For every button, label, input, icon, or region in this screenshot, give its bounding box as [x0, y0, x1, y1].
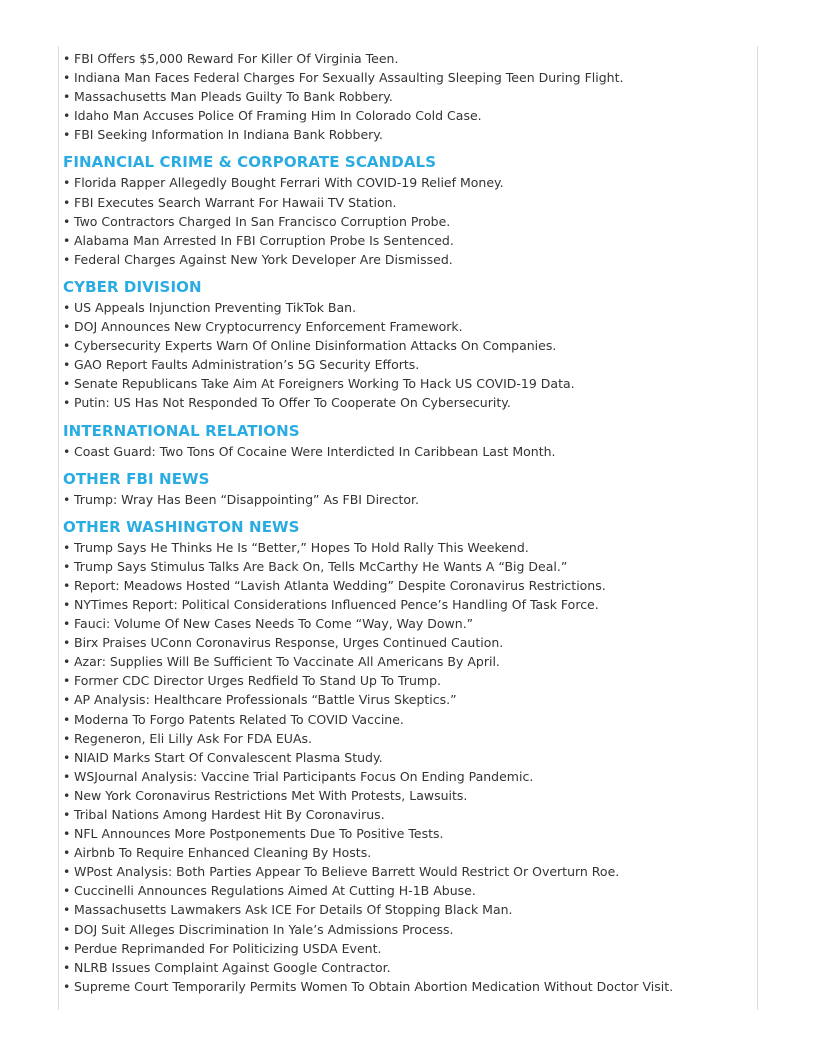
news-section [63, 518, 753, 996]
news-headline-link[interactable] [63, 576, 753, 595]
headline-text[interactable]: Azar: Supplies Will Be Sufficient To Vaccinate All Americans By April. [74, 654, 500, 670]
news-sections [63, 153, 753, 995]
bullet-icon: • [63, 692, 71, 708]
top-news-list [63, 49, 753, 144]
bullet-icon: • [63, 175, 71, 191]
bullet-icon: • [63, 70, 71, 86]
headline-text[interactable]: Massachusetts Lawmakers Ask ICE For Details Of Stopping Black Man. [74, 902, 513, 918]
headline-text[interactable]: NIAID Marks Start Of Convalescent Plasma Study. [74, 749, 383, 765]
section-heading: OTHER FBI NEWS [63, 469, 210, 488]
headline-text[interactable]: Two Contractors Charged In San Francisco Corruption Probe. [74, 213, 451, 229]
bullet-icon: • [63, 376, 71, 392]
bullet-icon: • [63, 539, 71, 555]
section-heading: OTHER WASHINGTON NEWS [63, 517, 300, 536]
bullet-icon: • [63, 673, 71, 689]
bullet-icon: • [63, 883, 71, 899]
headline-text[interactable]: WSJournal Analysis: Vaccine Trial Participants Focus On Ending Pandemic. [74, 768, 534, 784]
news-headline-link[interactable] [63, 49, 753, 68]
bullet-icon: • [63, 89, 71, 105]
headline-text[interactable]: Airbnb To Require Enhanced Cleaning By Hosts. [74, 845, 372, 861]
news-headline-link[interactable] [63, 250, 753, 269]
headline-text[interactable]: Idaho Man Accuses Police Of Framing Him In Colorado Cold Case. [74, 108, 482, 124]
news-headline-link[interactable] [63, 862, 753, 881]
news-headline-link[interactable] [63, 212, 753, 231]
headline-text[interactable]: Tribal Nations Among Hardest Hit By Coronavirus. [74, 807, 385, 822]
bullet-icon: • [63, 577, 71, 593]
news-headline-link[interactable] [63, 538, 753, 557]
news-headline-link[interactable] [63, 336, 753, 355]
bullet-icon: • [63, 338, 71, 354]
bullet-icon: • [63, 357, 71, 373]
news-headline-link[interactable] [63, 900, 753, 919]
news-headline-link[interactable] [63, 106, 753, 125]
bullet-icon: • [63, 127, 71, 143]
bullet-icon: • [63, 730, 71, 746]
bullet-icon: • [63, 768, 71, 784]
news-headline-link[interactable] [63, 824, 753, 843]
bullet-icon: • [63, 807, 71, 822]
bullet-icon: • [63, 616, 71, 632]
news-headline-link[interactable] [63, 490, 753, 509]
news-section [63, 422, 753, 461]
headline-text[interactable]: FBI Executes Search Warrant For Hawaii TV Station. [74, 194, 397, 210]
bullet-icon: • [63, 108, 71, 124]
news-headline-link[interactable] [63, 355, 753, 374]
headline-text[interactable]: Massachusetts Man Pleads Guilty To Bank Robbery. [74, 89, 393, 105]
headline-text[interactable]: AP Analysis: Healthcare Professionals “Battle Virus Skeptics.” [74, 692, 457, 708]
headline-text[interactable]: NLRB Issues Complaint Against Google Contractor. [74, 959, 391, 975]
news-headline-link[interactable] [63, 614, 753, 633]
bullet-icon: • [63, 864, 71, 880]
headline-text[interactable]: Florida Rapper Allegedly Bought Ferrari With COVID-19 Relief Money. [74, 175, 504, 191]
headline-text[interactable]: NYTimes Report: Political Considerations Influenced Pence’s Handling Of Task Force. [74, 596, 599, 612]
news-headline-link[interactable] [63, 881, 753, 900]
bullet-icon: • [63, 299, 71, 315]
headline-text[interactable]: Cuccinelli Announces Regulations Aimed At Cutting H-1B Abuse. [74, 883, 476, 899]
bullet-icon: • [63, 826, 71, 842]
news-headline-link[interactable] [63, 125, 753, 144]
headline-text[interactable]: Former CDC Director Urges Redfield To Stand Up To Trump. [74, 673, 441, 689]
headline-text[interactable]: Federal Charges Against New York Developer Are Dismissed. [74, 251, 453, 267]
bullet-icon: • [63, 654, 71, 670]
headline-text[interactable]: Birx Praises UConn Coronavirus Response, Urges Continued Caution. [74, 635, 504, 651]
headline-text[interactable]: NFL Announces More Postponements Due To Positive Tests. [74, 826, 444, 842]
news-section [63, 278, 753, 413]
bullet-icon: • [63, 711, 71, 727]
headline-text[interactable]: Coast Guard: Two Tons Of Cocaine Were Interdicted In Caribbean Last Month. [74, 443, 556, 459]
news-headline-link[interactable] [63, 374, 753, 393]
headline-text[interactable]: Regeneron, Eli Lilly Ask For FDA EUAs. [74, 730, 312, 746]
news-headline-link[interactable] [63, 767, 753, 786]
bullet-icon: • [63, 845, 71, 861]
headline-text[interactable]: Cybersecurity Experts Warn Of Online Disinformation Attacks On Companies. [74, 338, 557, 354]
news-headline-link[interactable] [63, 87, 753, 106]
headline-text[interactable]: New York Coronavirus Restrictions Met With Protests, Lawsuits. [74, 787, 468, 803]
bullet-icon: • [63, 596, 71, 612]
news-headline-link[interactable] [63, 843, 753, 862]
news-headline-link[interactable] [63, 68, 753, 87]
news-headline-link[interactable] [63, 786, 753, 805]
news-headline-link[interactable] [63, 393, 753, 412]
bullet-icon: • [63, 787, 71, 803]
bullet-icon: • [63, 443, 71, 459]
bullet-icon: • [63, 319, 71, 335]
headline-text[interactable]: Trump Says He Thinks He Is “Better,” Hopes To Hold Rally This Weekend. [74, 539, 529, 555]
news-headline-link[interactable] [63, 595, 753, 614]
headline-text[interactable]: Trump: Wray Has Been “Disappointing” As FBI Director. [74, 491, 419, 507]
news-headline-link[interactable] [63, 710, 753, 729]
bullet-icon: • [63, 902, 71, 918]
news-headline-link[interactable] [63, 958, 753, 977]
bullet-icon: • [63, 232, 71, 248]
bullet-icon: • [63, 749, 71, 765]
news-headline-link[interactable] [63, 690, 753, 709]
headline-text[interactable]: Moderna To Forgo Patents Related To COVID Vaccine. [74, 711, 404, 727]
news-headline-link[interactable] [63, 805, 753, 824]
headline-text[interactable]: WPost Analysis: Both Parties Appear To Believe Barrett Would Restrict Or Overturn Roe. [74, 864, 620, 880]
bullet-icon: • [63, 959, 71, 975]
news-section [63, 470, 753, 509]
bullet-icon: • [63, 635, 71, 651]
bullet-icon: • [63, 194, 71, 210]
news-headline-link[interactable] [63, 748, 753, 767]
headline-text[interactable]: Report: Meadows Hosted “Lavish Atlanta Wedding” Despite Coronavirus Restrictions. [74, 577, 606, 593]
bullet-icon: • [63, 558, 71, 574]
bullet-icon: • [63, 921, 71, 937]
bullet-icon: • [63, 978, 71, 994]
headline-text[interactable]: Perdue Reprimanded For Politicizing USDA Event. [74, 940, 382, 956]
section-heading: INTERNATIONAL RELATIONS [63, 421, 300, 440]
news-headline-link[interactable] [63, 193, 753, 212]
news-headline-link[interactable] [63, 231, 753, 250]
news-headline-link[interactable] [63, 173, 753, 192]
news-headline-link[interactable] [63, 317, 753, 336]
headline-text[interactable]: Trump Says Stimulus Talks Are Back On, Tells McCarthy He Wants A “Big Deal.” [74, 558, 568, 574]
headline-text[interactable]: Indiana Man Faces Federal Charges For Sexually Assaulting Sleeping Teen During Flight. [74, 70, 624, 86]
news-headline-link[interactable] [63, 977, 753, 996]
news-headline-link[interactable] [63, 557, 753, 576]
section-heading: FINANCIAL CRIME & CORPORATE SCANDALS [63, 153, 437, 172]
headline-text[interactable]: Alabama Man Arrested In FBI Corruption Probe Is Sentenced. [74, 232, 454, 248]
news-headline-link[interactable] [63, 671, 753, 690]
bullet-icon: • [63, 213, 71, 229]
bullet-icon: • [63, 395, 71, 411]
headline-text[interactable]: Fauci: Volume Of New Cases Needs To Come “Way, Way Down.” [74, 616, 474, 632]
news-headline-link[interactable] [63, 729, 753, 748]
section-heading: CYBER DIVISION [63, 277, 202, 296]
bullet-icon: • [63, 491, 71, 507]
headline-text[interactable]: DOJ Announces New Cryptocurrency Enforcement Framework. [74, 319, 463, 335]
headline-text[interactable]: FBI Seeking Information In Indiana Bank Robbery. [74, 127, 383, 143]
news-headline-link[interactable] [63, 442, 753, 461]
headline-text[interactable]: Putin: US Has Not Responded To Offer To Cooperate On Cybersecurity. [74, 395, 511, 411]
news-headline-link[interactable] [63, 298, 753, 317]
headline-text[interactable]: US Appeals Injunction Preventing TikTok Ban. [74, 299, 357, 315]
bullet-icon: • [63, 940, 71, 956]
headline-text[interactable]: Supreme Court Temporarily Permits Women To Obtain Abortion Medication Without Doctor Visit. [74, 978, 674, 994]
news-headline-link[interactable] [63, 920, 753, 939]
news-headline-link[interactable] [63, 633, 753, 652]
headline-text[interactable]: Senate Republicans Take Aim At Foreigners Working To Hack US COVID-19 Data. [74, 376, 575, 392]
headline-text[interactable]: GAO Report Faults Administration’s 5G Security Efforts. [74, 357, 420, 373]
bullet-icon: • [63, 51, 71, 66]
bullet-icon: • [63, 251, 71, 267]
news-digest [63, 49, 753, 996]
news-headline-link[interactable] [63, 652, 753, 671]
news-section [63, 153, 753, 268]
headline-text[interactable]: FBI Offers $5,000 Reward For Killer Of Virginia Teen. [74, 51, 399, 66]
headline-text[interactable]: DOJ Suit Alleges Discrimination In Yale’s Admissions Process. [74, 921, 454, 937]
news-headline-link[interactable] [63, 939, 753, 958]
